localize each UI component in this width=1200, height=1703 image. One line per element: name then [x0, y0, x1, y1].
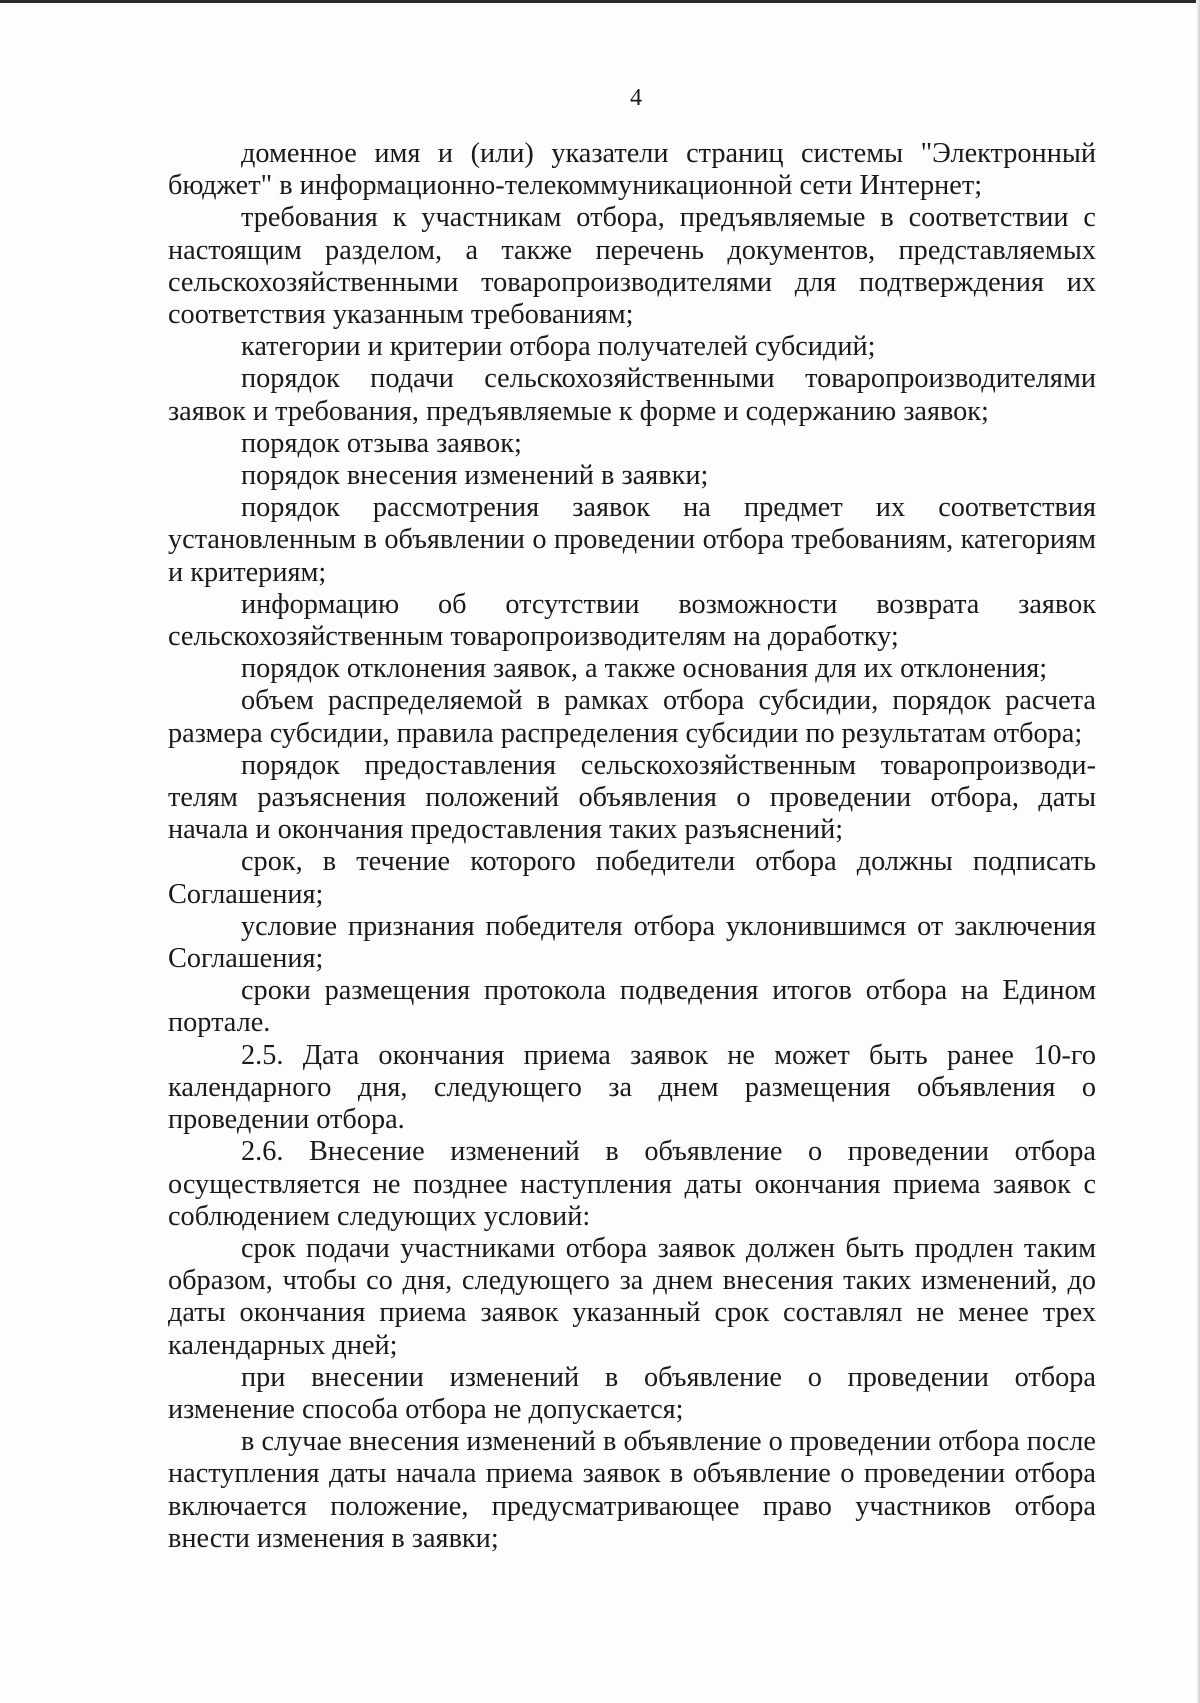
paragraph: объем распределяемой в рамках отбора субсидии, порядок расчета размера субсидии, правила распределения субсидии по результатам отбора;	[168, 685, 1096, 749]
paragraph: порядок отзыва заявок;	[241, 427, 522, 459]
paragraph: категории и критерии отбора получателей субсидий;	[241, 331, 876, 363]
paragraph: при внесении изменений в объявление о проведении отбора изменение способа отбора не допускается;	[168, 1361, 1096, 1425]
paragraph: порядок предоставления сельскохозяйственным товаропроизводителям разъяснения положений объявления о проведении отбора, даты начала и окончания предоставления таких разъяснений;	[168, 749, 1096, 846]
document-body	[168, 138, 1096, 1555]
paragraph: 2.6. Внесение изменений в объявление о проведении отбора осуществляется не позднее наступления даты окончания приема заявок с соблюдением следующих условий:	[168, 1136, 1096, 1232]
paragraph: сроки размещения протокола подведения итогов отбора на Едином портале.	[168, 975, 1096, 1039]
paragraph: порядок рассмотрения заявок на предмет их соответствия установленным в объявлении о проведении отбора требованиям, категориям и критериям;	[168, 492, 1096, 588]
paragraph: информацию об отсутствии возможности возврата заявок сельскохозяйственным товаропроизводителям на доработку;	[168, 588, 1096, 653]
scan-top-edge	[0, 0, 1200, 3]
paragraph: 2.5. Дата окончания приема заявок не может быть ранее 10-го календарного дня, следующего за днем размещения объявления о проведении отбора.	[168, 1039, 1096, 1136]
paragraph: срок, в течение которого победители отбора должны подписать Соглашения;	[168, 846, 1096, 910]
paragraph: порядок внесения изменений в заявки;	[241, 460, 709, 492]
paragraph: порядок подачи сельскохозяйственными товаропроизводителями заявок и требования, предъявляемые к форме и содержанию заявок;	[168, 363, 1096, 427]
paragraph: срок подачи участниками отбора заявок должен быть продлен таким образом, чтобы со дня, следующего за днем внесения таких изменений, до даты окончания приема заявок указанный срок составлял не менее трех календарных дней;	[168, 1232, 1096, 1361]
page-number: 4	[630, 85, 642, 111]
paragraph: условие признания победителя отбора уклонившимся от заключения Соглашения;	[168, 910, 1096, 975]
scan-right-edge	[1196, 0, 1200, 1703]
paragraph: доменное имя и (или) указатели страниц системы "Электронный бюджет" в информационно-телекоммуникационной сети Интернет;	[168, 138, 1096, 202]
paragraph: порядок отклонения заявок, а также основания для их отклонения;	[241, 653, 1048, 685]
paragraph: в случае внесения изменений в объявление о проведении отбора после наступления даты начала приема заявок в объявление о проведении отбора включается положение, предусматривающее право участников отбора внести изменения в заявки;	[168, 1426, 1096, 1554]
paragraph: требования к участникам отбора, предъявляемые в соответствии с настоящим разделом, а также перечень документов, представляемых сельскохозяйственными товаропроизводителями для подтверждения их соответствия указанным требованиям;	[168, 202, 1096, 331]
